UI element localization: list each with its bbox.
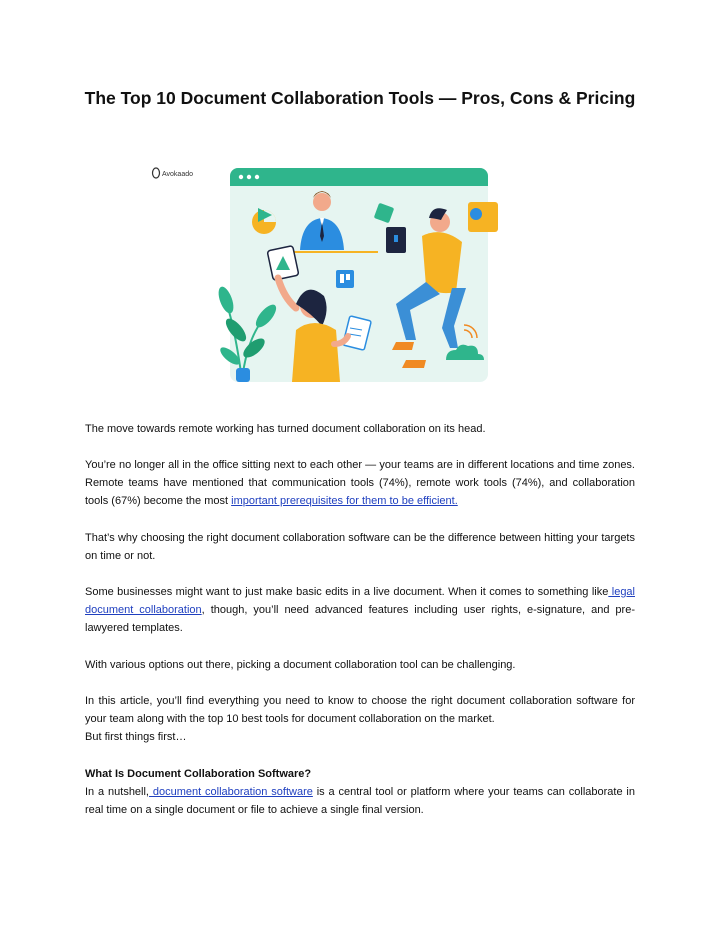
important-prerequisites-link[interactable]: important prerequisites for them to be efficient. (231, 495, 458, 507)
paragraph-3-text: That’s why choosing the right document collaboration software can be the difference between hitting your targets on time or not. (85, 532, 635, 562)
section-what-is (85, 765, 635, 819)
paragraph-2 (85, 456, 635, 510)
window-dot-icon (239, 175, 243, 179)
legal-document-collaboration-link[interactable]: legal document collaboration (85, 586, 635, 616)
paragraph-1-text: The move towards remote working has turned document collaboration on its head. (85, 423, 486, 435)
paragraph-1 (85, 420, 635, 438)
paragraph-6-text: In this article, you’ll find everything you need to know to choose the right document collaboration software for your team along with the top 10 best tools for document collaboration on the market. (85, 695, 635, 725)
trello-icon (336, 270, 354, 288)
paragraph-5-text: With various options out there, picking a document collaboration tool can be challenging. (85, 659, 516, 671)
skype-icon (470, 208, 482, 220)
page-title: The Top 10 Document Collaboration Tools — Pros, Cons & Pricing (84, 88, 636, 108)
paragraph-5 (85, 656, 635, 674)
hero-illustration (146, 160, 502, 388)
paragraph-4 (85, 583, 635, 637)
team-collaboration-illustration (146, 160, 502, 388)
logo-text: Avokaado (162, 171, 194, 178)
section-heading: What Is Document Collaboration Software? (85, 768, 312, 780)
document-collaboration-software-link[interactable]: document collaboration software (149, 786, 313, 798)
window-dot-icon (255, 175, 259, 179)
paragraph-6b-text: But first things first… (85, 731, 187, 743)
paragraph-7-text-b: is a central tool or platform where your teams can collaborate in real time on a single document or file to achieve a single final version. (85, 786, 635, 816)
plant-pot (236, 368, 250, 382)
paragraph-6 (85, 692, 635, 746)
paragraph-4-text-b: , though, you’ll need advanced features including user rights, e-signature, and pre-lawyered templates. (85, 604, 635, 634)
window-title-bar (230, 168, 488, 186)
paragraph-7-text-a: In a nutshell, (85, 786, 149, 798)
avokaado-logo (153, 168, 194, 178)
paragraph-3 (85, 529, 635, 565)
paragraph-4-text-a: Some businesses might want to just make basic edits in a live document. When it comes to something like (85, 586, 609, 598)
window-dot-icon (247, 175, 251, 179)
paragraph-2-text: You’re no longer all in the office sitting next to each other — your teams are in different locations and time zones. Remote teams have mentioned that communication tools (74%), remote work tools (74%), and collaboration tools (67%) become the most (85, 459, 635, 507)
